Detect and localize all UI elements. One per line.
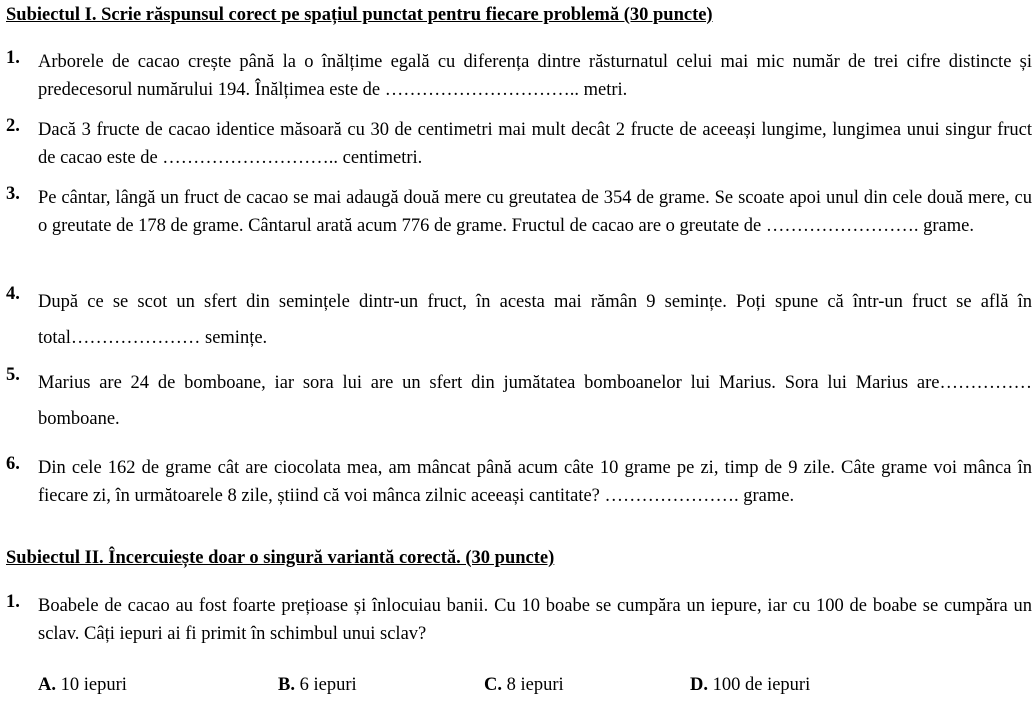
problem-2: [6, 116, 1032, 172]
problem-number: 1.: [6, 48, 20, 68]
problem-6: [6, 454, 1032, 510]
option-letter: D.: [690, 675, 708, 695]
problem-text: Din cele 162 de grame cât are ciocolata mea, am mâncat până acum câte 10 grame pe zi, timp de 9 zile. Câte grame voi mânca în fiecare zi, în următoarele 8 zile, știind că voi mânca zilnic aceeași cantitate? …………………. grame.: [38, 458, 1032, 506]
section-2-title: Subiectul II. Încercuiește doar o singură variantă corectă. (30 puncte): [6, 548, 555, 568]
problem-4: [6, 284, 1032, 356]
option-a[interactable]: [38, 675, 127, 696]
option-letter: B.: [278, 675, 295, 695]
option-d[interactable]: [690, 675, 810, 696]
problem-number: 5.: [6, 365, 20, 385]
problem-1: [6, 48, 1032, 104]
problem-number: 6.: [6, 454, 20, 474]
problem-number: 3.: [6, 184, 20, 204]
problem-text: Marius are 24 de bomboane, iar sora lui are un sfert din jumătatea bomboanelor lui Marius. Sora lui Marius are……………bomboane.: [38, 373, 1032, 429]
option-text: 10 iepuri: [60, 675, 127, 695]
option-letter: C.: [484, 675, 502, 695]
answer-options: [0, 675, 1036, 703]
problem-number: 4.: [6, 284, 20, 304]
problem-5: [6, 365, 1032, 437]
option-text: 100 de iepuri: [712, 675, 811, 695]
problem-text: Pe cântar, lângă un fruct de cacao se mai adaugă două mere cu greutatea de 354 de grame. Se scoate apoi unul din cele două mere, cu o greutate de 178 de grame. Cântarul arată acum 776 de grame. Fructul de cacao are o greutate de ……………………. grame.: [38, 188, 1032, 236]
problem-3: [6, 184, 1032, 240]
problem-text: După ce se scot un sfert din semințele dintr-un fruct, în acesta mai rămân 9 semințe. Poți spune că într-un fruct se află în total………………… semințe.: [38, 292, 1032, 348]
option-text: 8 iepuri: [506, 675, 564, 695]
option-b[interactable]: [278, 675, 357, 696]
option-text: 6 iepuri: [299, 675, 357, 695]
option-c[interactable]: [484, 675, 564, 696]
option-letter: A.: [38, 675, 56, 695]
problem-s2-1: [6, 592, 1032, 648]
problem-text: Arborele de cacao crește până la o înălțime egală cu diferența dintre răsturnatul celui mai mic număr de trei cifre distincte și predecesorul numărului 194. Înălțimea este de ………………………….. metri.: [38, 52, 1032, 100]
problem-number: 2.: [6, 116, 20, 136]
problem-text: Dacă 3 fructe de cacao identice măsoară cu 30 de centimetri mai mult decât 2 fructe de aceeași lungime, lungimea unui singur fruct de cacao este de ……………………….. centimetri.: [38, 120, 1032, 168]
problem-text: Boabele de cacao au fost foarte prețioase și înlocuiau banii. Cu 10 boabe se cumpăra un iepure, iar cu 100 de boabe se cumpăra un sclav. Câți iepuri ai fi primit în schimbul unui sclav?: [38, 596, 1032, 644]
problem-number: 1.: [6, 592, 20, 612]
section-1-title: Subiectul I. Scrie răspunsul corect pe spațiul punctat pentru fiecare problemă (30 puncte): [6, 5, 713, 25]
